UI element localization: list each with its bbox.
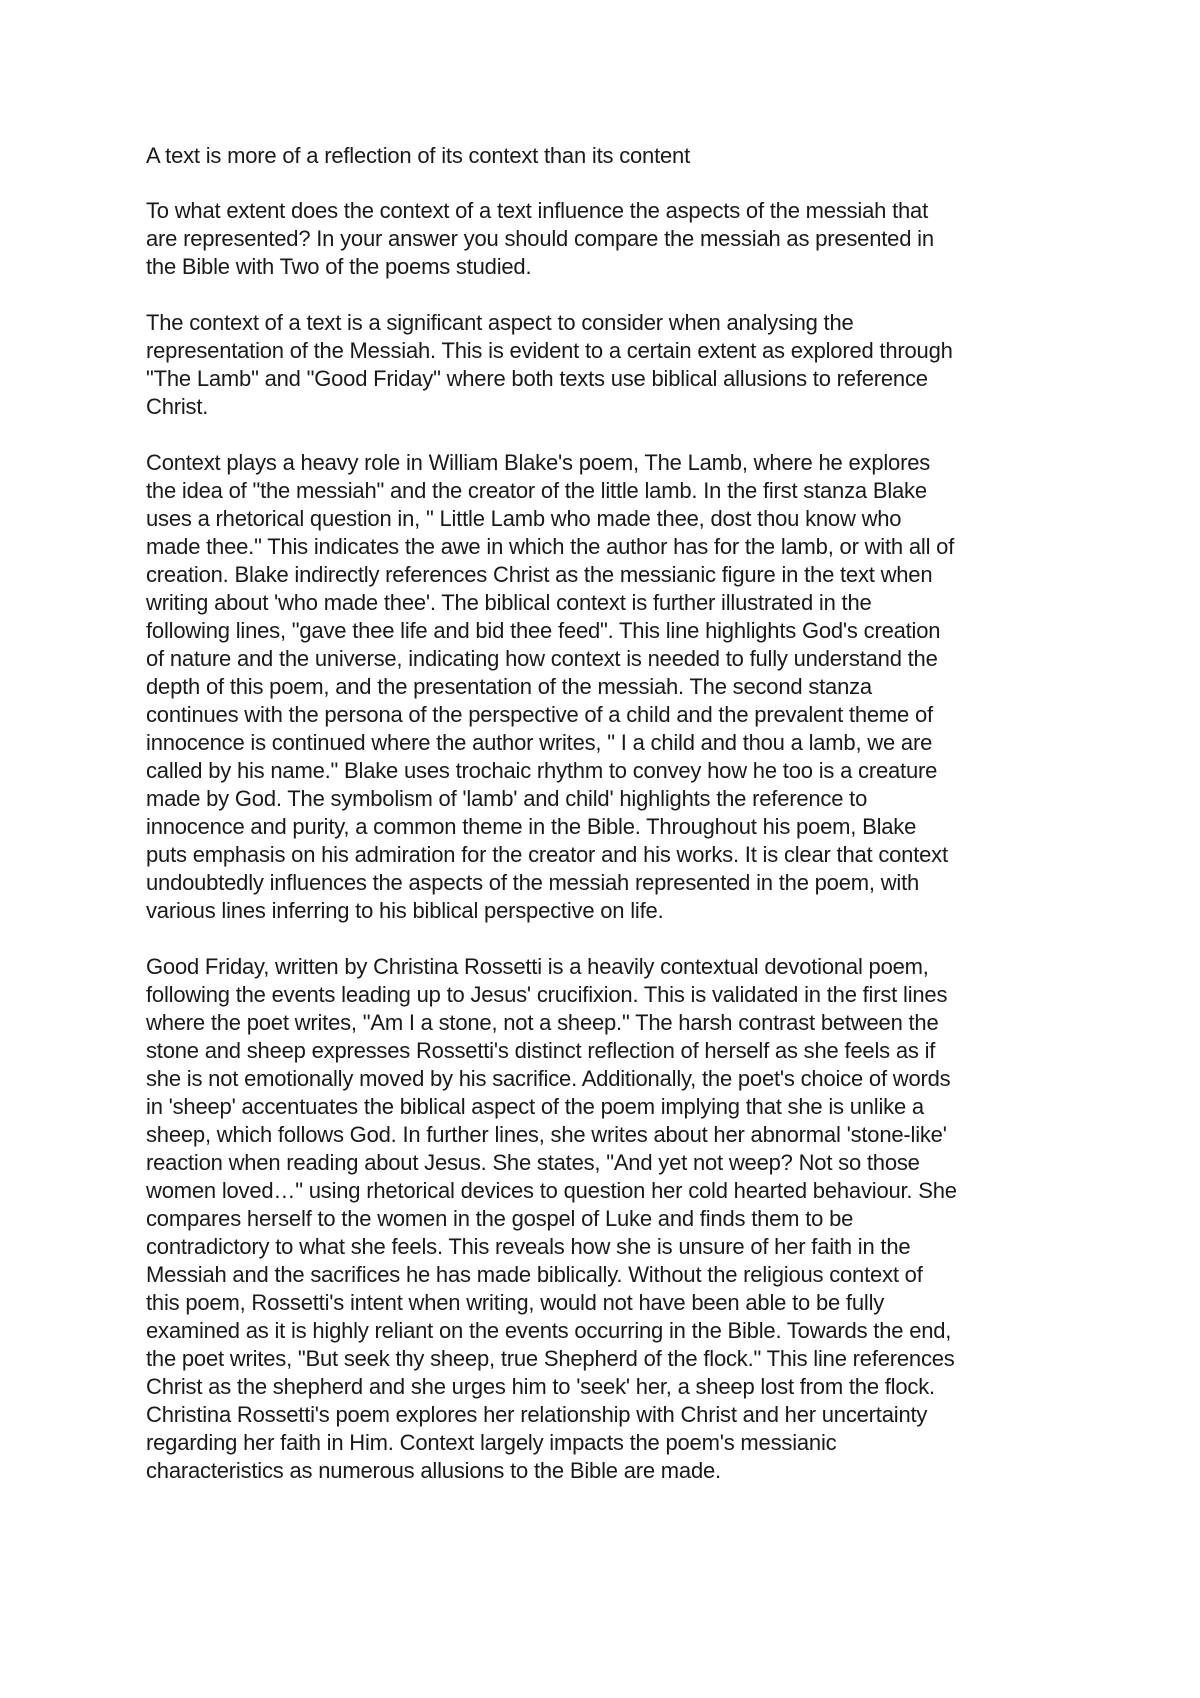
text-line: made by God. The symbolism of 'lamb' and child' highlights the reference to: [146, 786, 868, 811]
text-line: Christ.: [146, 394, 209, 419]
text-line: "The Lamb" and "Good Friday" where both texts use biblical allusions to reference: [146, 366, 928, 391]
text-line: sheep, which follows God. In further lines, she writes about her abnormal 'stone-like': [146, 1122, 947, 1147]
introduction-paragraph: [146, 309, 1096, 421]
text-line: Christina Rossetti's poem explores her relationship with Christ and her uncertainty: [146, 1402, 928, 1427]
text-line: in 'sheep' accentuates the biblical aspect of the poem implying that she is unlike a: [146, 1094, 924, 1119]
text-line: A text is more of a reflection of its context than its content: [146, 143, 690, 168]
text-line: following lines, "gave thee life and bid thee feed". This line highlights God's creation: [146, 618, 941, 643]
text-line: this poem, Rossetti's intent when writing, would not have been able to be fully: [146, 1290, 885, 1315]
text-line: the poet writes, "But seek thy sheep, true Shepherd of the flock." This line references: [146, 1346, 955, 1371]
text-line: undoubtedly influences the aspects of the messiah represented in the poem, with: [146, 870, 920, 895]
essay-question: [146, 197, 1096, 281]
text-line: where the poet writes, "Am I a stone, not a sheep." The harsh contrast between the: [146, 1010, 939, 1035]
text-line: of nature and the universe, indicating how context is needed to fully understand the: [146, 646, 938, 671]
text-line: puts emphasis on his admiration for the creator and his works. It is clear that context: [146, 842, 948, 867]
text-line: called by his name." Blake uses trochaic rhythm to convey how he too is a creature: [146, 758, 938, 783]
text-line: compares herself to the women in the gospel of Luke and finds them to be: [146, 1206, 854, 1231]
text-line: writing about 'who made thee'. The biblical context is further illustrated in the: [146, 590, 872, 615]
text-line: representation of the Messiah. This is evident to a certain extent as explored through: [146, 338, 953, 363]
text-line: women loved…" using rhetorical devices to question her cold hearted behaviour. She: [146, 1178, 957, 1203]
document-page: [146, 142, 1096, 1513]
text-line: regarding her faith in Him. Context largely impacts the poem's messianic: [146, 1430, 837, 1455]
text-line: stone and sheep expresses Rossetti's distinct reflection of herself as she feels as if: [146, 1038, 936, 1063]
good-friday-paragraph: [146, 953, 1096, 1485]
text-line: To what extent does the context of a text influence the aspects of the messiah that: [146, 198, 928, 223]
text-line: are represented? In your answer you should compare the messiah as presented in: [146, 226, 934, 251]
text-line: Context plays a heavy role in William Blake's poem, The Lamb, where he explores: [146, 450, 931, 475]
text-line: uses a rhetorical question in, " Little Lamb who made thee, dost thou know who: [146, 506, 902, 531]
text-line: creation. Blake indirectly references Christ as the messianic figure in the text when: [146, 562, 933, 587]
text-line: made thee." This indicates the awe in which the author has for the lamb, or with all of: [146, 534, 955, 559]
text-line: Christ as the shepherd and she urges him to 'seek' her, a sheep lost from the flock.: [146, 1374, 935, 1399]
text-line: The context of a text is a significant aspect to consider when analysing the: [146, 310, 854, 335]
lamb-paragraph: [146, 449, 1096, 925]
text-line: innocence is continued where the author writes, " I a child and thou a lamb, we are: [146, 730, 933, 755]
text-line: reaction when reading about Jesus. She states, "And yet not weep? Not so those: [146, 1150, 920, 1175]
essay-title: [146, 142, 1096, 170]
text-line: various lines inferring to his biblical perspective on life.: [146, 898, 664, 923]
text-line: Good Friday, written by Christina Rossetti is a heavily contextual devotional poem,: [146, 954, 929, 979]
text-line: Messiah and the sacrifices he has made biblically. Without the religious context of: [146, 1262, 923, 1287]
text-line: characteristics as numerous allusions to the Bible are made.: [146, 1458, 721, 1483]
text-line: continues with the persona of the perspective of a child and the prevalent theme of: [146, 702, 933, 727]
text-line: the Bible with Two of the poems studied.: [146, 254, 532, 279]
text-line: the idea of "the messiah" and the creator of the little lamb. In the first stanza Blake: [146, 478, 927, 503]
text-line: contradictory to what she feels. This reveals how she is unsure of her faith in the: [146, 1234, 911, 1259]
text-line: examined as it is highly reliant on the events occurring in the Bible. Towards the end,: [146, 1318, 952, 1343]
text-line: innocence and purity, a common theme in the Bible. Throughout his poem, Blake: [146, 814, 917, 839]
text-line: she is not emotionally moved by his sacrifice. Additionally, the poet's choice of words: [146, 1066, 951, 1091]
text-line: following the events leading up to Jesus' crucifixion. This is validated in the first lines: [146, 982, 948, 1007]
text-line: depth of this poem, and the presentation of the messiah. The second stanza: [146, 674, 872, 699]
